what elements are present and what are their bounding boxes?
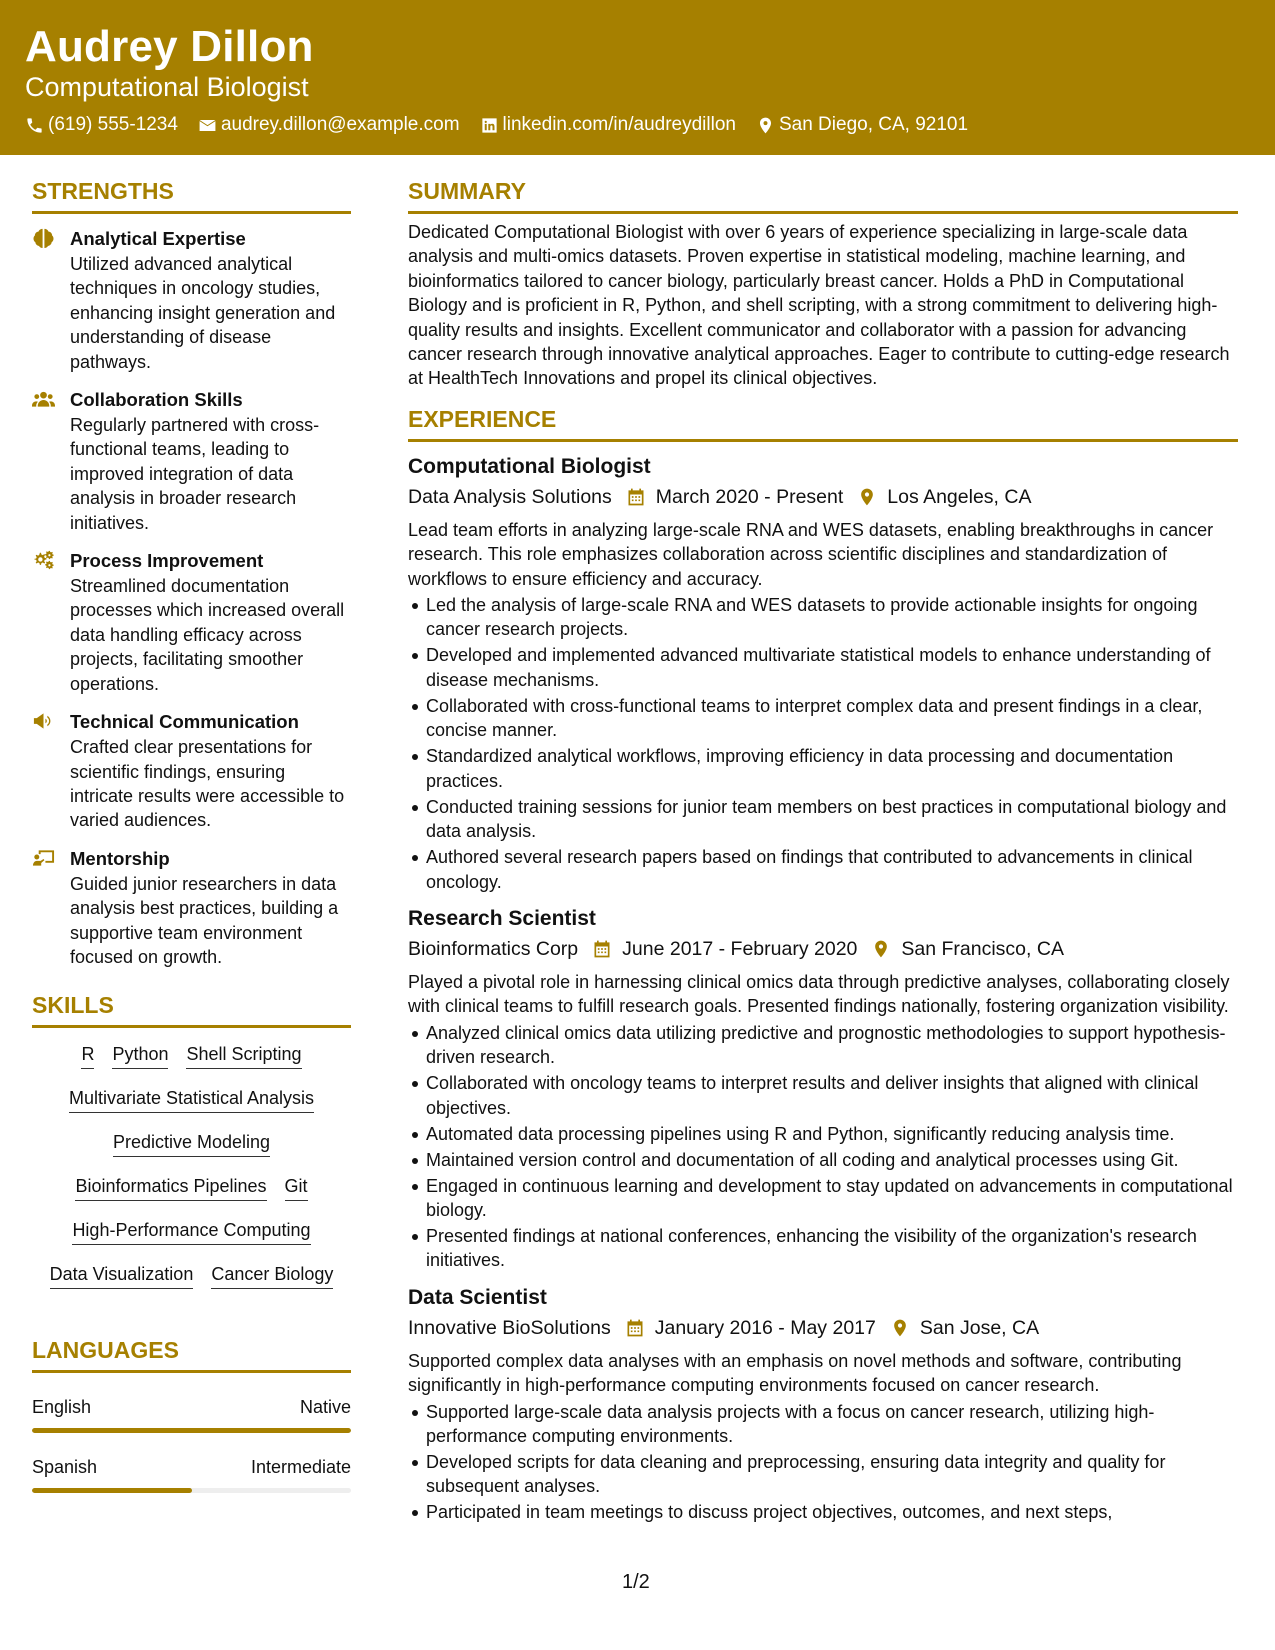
strength-name: Mentorship [70, 847, 170, 869]
bullet-item: Collaborated with oncology teams to interpret results and deliver insights that aligned with clinical objectives. [426, 1071, 1238, 1120]
contact-linkedin[interactable] [480, 114, 736, 136]
bullet-item: Standardized analytical workflows, improving efficiency in data processing and documentation practices. [426, 744, 1238, 793]
bullet-item: Collaborated with cross-functional teams to interpret complex data and present findings in a clear, concise manner. [426, 694, 1238, 743]
bullet-item: Participated in team meetings to discuss project objectives, outcomes, and next steps, [426, 1500, 1238, 1524]
job-dates: June 2017 - February 2020 [622, 937, 858, 960]
strength-item [32, 387, 351, 535]
bullet-item: Conducted training sessions for junior team members on best practices in computational biology and data analysis. [426, 795, 1238, 844]
skill-tag: Predictive Modeling [113, 1130, 270, 1157]
linkedin-text: linkedin.com/in/audreydillon [502, 114, 736, 135]
job-location: Los Angeles, CA [887, 485, 1032, 508]
users-icon [32, 389, 55, 409]
job-entry [408, 452, 1238, 894]
calendar-icon [626, 487, 646, 507]
job-description: Supported complex data analyses with an emphasis on novel methods and software, contributing significantly in high-performance computing environments focused on cancer research. [408, 1350, 1182, 1396]
job-location: San Francisco, CA [901, 937, 1064, 960]
header [0, 0, 1275, 155]
job-meta [408, 934, 1238, 964]
candidate-name: Audrey Dillon [25, 22, 314, 71]
skill-row [32, 1174, 351, 1201]
job-company: Bioinformatics Corp [408, 937, 579, 960]
proficiency-fill [32, 1428, 351, 1433]
contact-email[interactable] [198, 114, 460, 136]
skill-row [32, 1042, 351, 1069]
proficiency-bar [32, 1428, 351, 1433]
map-pin-icon [871, 939, 891, 959]
skill-row [32, 1262, 351, 1289]
strength-item [32, 846, 351, 970]
bullet-item: Maintained version control and documentation of all coding and analytical processes using Git. [426, 1148, 1238, 1172]
skill-row [32, 1218, 351, 1245]
left-column [32, 178, 351, 1493]
skill-tag: R [81, 1042, 94, 1069]
proficiency-fill [32, 1488, 192, 1493]
strengths-heading: STRENGTHS [32, 178, 351, 214]
job-entry [408, 904, 1238, 1273]
calendar-icon [625, 1318, 645, 1338]
skill-tag: Data Visualization [50, 1262, 194, 1289]
job-location: San Jose, CA [919, 1316, 1040, 1339]
envelope-icon [198, 116, 217, 135]
language-name: English [32, 1397, 92, 1418]
job-title: Research Scientist [408, 906, 596, 930]
language-level: Native [299, 1397, 351, 1418]
job-description: Lead team efforts in analyzing large-scale RNA and WES datasets, enabling breakthroughs in cancer research. This role emphasizes collaboration across scientific disciplines and standardization of workflows to ensure efficiency and accuracy. [408, 519, 1214, 589]
language-level: Intermediate [250, 1457, 351, 1478]
phone-icon [25, 116, 44, 135]
map-pin-icon [756, 116, 775, 135]
linkedin-icon [480, 116, 499, 135]
skill-row [32, 1086, 351, 1113]
strengths-list [32, 226, 351, 969]
language-item [32, 1395, 351, 1433]
page-indicator: 1/2 [622, 1571, 650, 1593]
skills-list [32, 1042, 351, 1289]
strength-desc: Crafted clear presentations for scientific findings, ensuring intricate results were accessible to varied audiences. [70, 737, 345, 831]
map-pin-icon [857, 487, 877, 507]
contact-bar [25, 114, 968, 136]
calendar-icon [592, 939, 612, 959]
skill-tag: Bioinformatics Pipelines [75, 1174, 266, 1201]
summary-heading: SUMMARY [408, 178, 1238, 214]
contact-location [756, 114, 968, 136]
bullet-item: Supported large-scale data analysis projects with a focus on cancer research, utilizing high-performance computing environments. [426, 1400, 1238, 1449]
job-meta [408, 1313, 1238, 1343]
strength-item [32, 548, 351, 696]
strength-name: Collaboration Skills [70, 389, 243, 411]
megaphone-icon [32, 711, 55, 731]
strength-item [32, 226, 351, 374]
skill-tag: Multivariate Statistical Analysis [69, 1086, 314, 1113]
bullet-item: Analyzed clinical omics data utilizing predictive and prognostic methodologies to support hypothesis-driven research. [426, 1021, 1238, 1070]
skill-tag: High-Performance Computing [72, 1218, 310, 1245]
strength-desc: Streamlined documentation processes which increased overall data handling efficacy across projects, facilitating smoother operations. [70, 576, 345, 694]
strength-desc: Utilized advanced analytical techniques in oncology studies, enhancing insight generation and understanding of disease pathways. [70, 254, 336, 372]
skill-tag: Shell Scripting [186, 1042, 301, 1069]
email-text: audrey.dillon@example.com [220, 114, 460, 135]
strength-name: Technical Communication [70, 711, 299, 733]
contact-phone[interactable] [25, 114, 178, 136]
job-company: Innovative BioSolutions [408, 1316, 611, 1339]
skill-tag: Cancer Biology [211, 1262, 333, 1289]
bullet-item: Engaged in continuous learning and development to stay updated on advancements in computational biology. [426, 1174, 1238, 1223]
bullet-item: Developed scripts for data cleaning and preprocessing, ensuring data integrity and quality for subsequent analyses. [426, 1450, 1238, 1499]
job-entry [408, 1283, 1238, 1525]
strength-name: Analytical Expertise [70, 228, 246, 249]
job-company: Data Analysis Solutions [408, 485, 612, 508]
skill-tag: Python [112, 1042, 168, 1069]
strength-desc: Regularly partnered with cross-functional teams, leading to improved integration of data analysis in broader research initiatives. [70, 415, 320, 533]
languages-heading: LANGUAGES [32, 1337, 351, 1373]
job-bullets [408, 1400, 1238, 1525]
bullet-item: Led the analysis of large-scale RNA and WES datasets to provide actionable insights for ongoing cancer research projects. [426, 593, 1238, 642]
strength-desc: Guided junior researchers in data analysis best practices, building a supportive team environment focused on growth. [70, 873, 339, 967]
skill-row [32, 1130, 351, 1157]
map-pin-icon [890, 1318, 910, 1338]
experience-heading: EXPERIENCE [408, 406, 1238, 442]
phone-text: (619) 555-1234 [48, 114, 178, 135]
skills-heading: SKILLS [32, 992, 351, 1028]
location-text: San Diego, CA, 92101 [778, 114, 969, 135]
job-title: Computational Biologist [408, 454, 651, 478]
chalkboard-teacher-icon [32, 848, 55, 868]
summary-text: Dedicated Computational Biologist with over 6 years of experience specializing in large-scale data analysis and multi-omics datasets. Proven expertise in statistical modeling, machine learning, and bioinformatics tailored to cancer biology, particularly breast cancer. Holds a PhD in Computational Biology and is proficient in R, Python, and shell scripting, with a strong commitment to delivering high-quality results and insights. Excellent communicator and collaborator with a passion for advancing cancer research through innovative analytical approaches. Eager to contribute to cutting-edge research at HealthTech Innovations and propel its clinical objectives. [408, 222, 1230, 389]
job-meta [408, 482, 1238, 512]
proficiency-bar [32, 1488, 351, 1493]
brain-icon [32, 228, 55, 248]
right-column [408, 178, 1238, 1526]
language-name: Spanish [32, 1457, 98, 1478]
bullet-item: Developed and implemented advanced multivariate statistical models to enhance understanding of disease mechanisms. [426, 643, 1238, 692]
bullet-item: Automated data processing pipelines using R and Python, significantly reducing analysis time. [426, 1122, 1238, 1146]
strength-item [32, 709, 351, 833]
job-bullets [408, 593, 1238, 894]
bullet-item: Presented findings at national conferences, enhancing the visibility of the organization's research initiatives. [426, 1224, 1238, 1273]
strength-name: Process Improvement [70, 550, 264, 572]
job-dates: March 2020 - Present [655, 485, 844, 508]
language-item [32, 1455, 351, 1493]
job-title: Data Scientist [408, 1285, 547, 1309]
job-bullets [408, 1021, 1238, 1273]
gears-icon [32, 550, 55, 570]
candidate-title: Computational Biologist [25, 72, 309, 102]
skill-tag: Git [285, 1174, 308, 1201]
bullet-item: Authored several research papers based on findings that contributed to advancements in clinical oncology. [426, 845, 1238, 894]
job-dates: January 2016 - May 2017 [654, 1316, 876, 1339]
job-description: Played a pivotal role in harnessing clinical omics data through predictive analyses, collaborating closely with clinical teams to fulfill research goals. Presented findings nationally, fostering organization visibility. [408, 971, 1230, 1017]
